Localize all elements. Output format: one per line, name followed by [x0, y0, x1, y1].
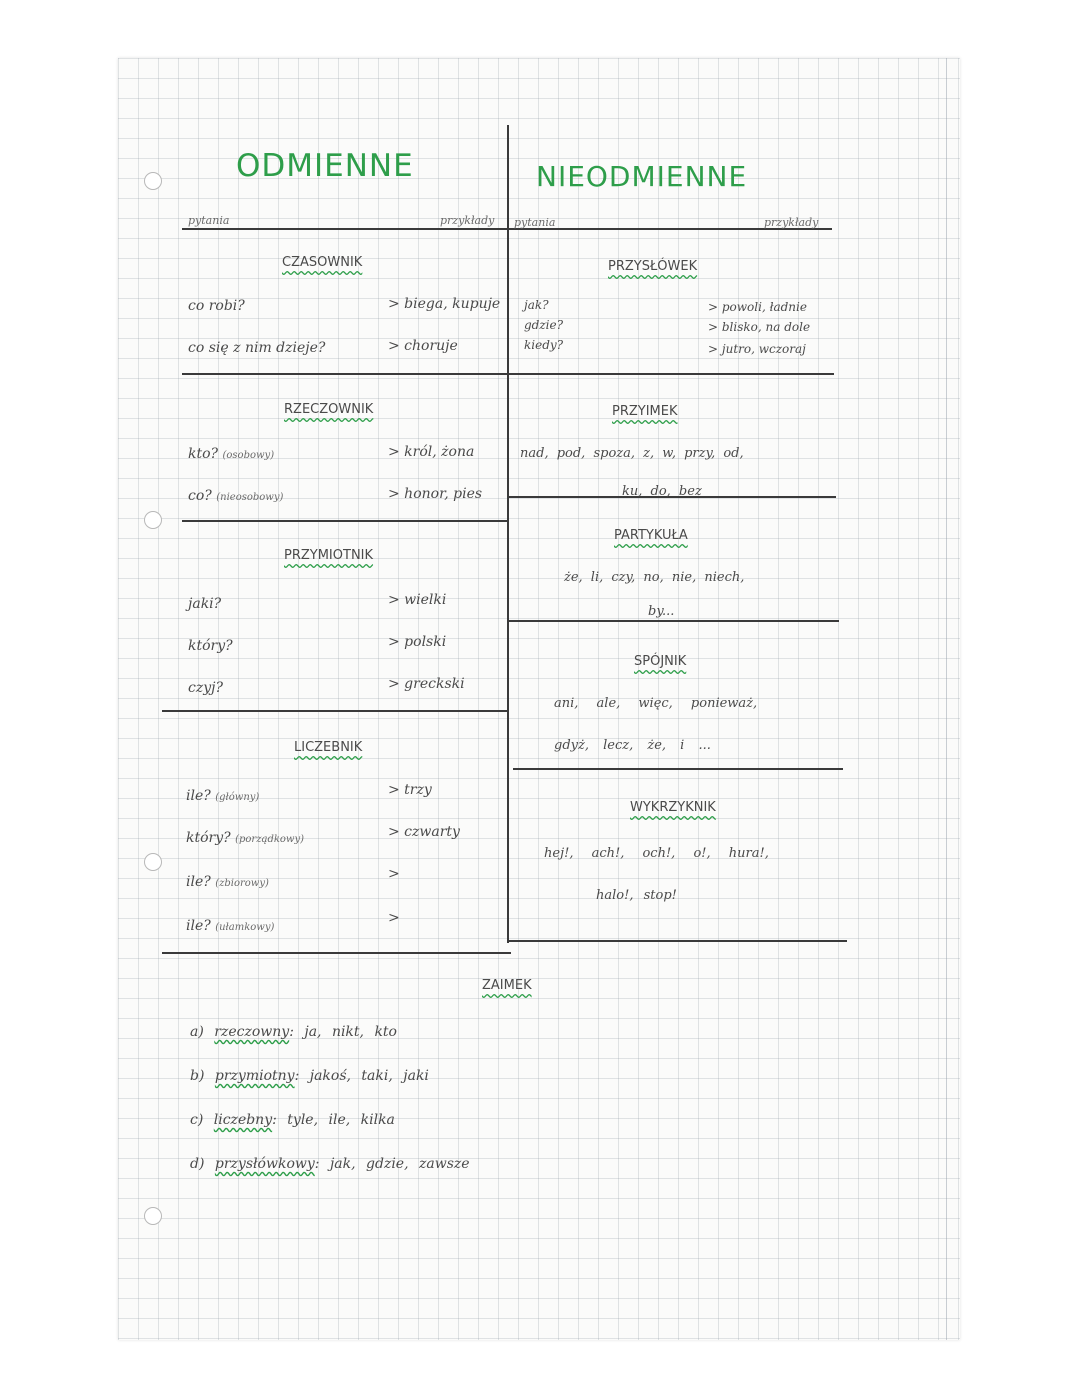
section-przymiotnik-title: PRZYMIOTNIK	[284, 548, 374, 563]
liczebnik-q4-note: (ułamkowy)	[215, 922, 275, 933]
bottom-line	[162, 952, 511, 954]
section-przyimek-title: PRZYIMEK	[612, 404, 678, 419]
left-row-line-2	[182, 520, 509, 522]
liczebnik-q3-text: ile?	[186, 874, 211, 890]
spojnik-line-2: gdyż, lecz, że, i ...	[554, 738, 711, 753]
zaimek-item-b	[190, 1068, 429, 1084]
przyslowek-example-3: > jutro, wczoraj	[708, 342, 806, 356]
punch-hole-2	[144, 511, 162, 529]
czasownik-example-1: > biega, kupuje	[388, 296, 501, 312]
przymiotnik-question-1: jaki?	[188, 596, 222, 612]
section-partykula-title: PARTYKUŁA	[614, 528, 688, 543]
section-spojnik-title: SPÓJNIK	[634, 654, 687, 669]
liczebnik-question-1	[186, 788, 259, 804]
rzeczownik-example-1: > król, żona	[388, 444, 475, 460]
liczebnik-example-1: > trzy	[388, 782, 432, 798]
header-pytania-left: pytania	[188, 214, 230, 227]
zaimek-a-items: : ja, nikt, kto	[289, 1024, 397, 1040]
left-row-line-3	[162, 710, 509, 712]
punch-hole-1	[144, 172, 162, 190]
rzeczownik-q2-text: co?	[188, 488, 212, 504]
zaimek-d-type: przysłówkowy	[214, 1156, 315, 1172]
right-bottom-line	[509, 940, 847, 942]
center-divider	[507, 125, 509, 943]
header-przyklady-left: przykłady	[440, 214, 495, 227]
zaimek-c-label: c)	[190, 1112, 204, 1128]
section-wykrzyknik-title: WYKRZYKNIK	[630, 800, 716, 815]
zaimek-a-type: rzeczowny	[214, 1024, 290, 1040]
przyslowek-question-2: gdzie?	[524, 318, 564, 332]
liczebnik-example-2: > czwarty	[388, 824, 460, 840]
liczebnik-q1-text: ile?	[186, 788, 211, 804]
zaimek-a-label: a)	[190, 1024, 204, 1040]
liczebnik-question-4	[186, 918, 274, 934]
liczebnik-q2-note: (porządkowy)	[235, 834, 305, 845]
zaimek-c-items: : tyle, ile, kilka	[272, 1112, 395, 1128]
header-pytania-right: pytania	[514, 216, 556, 229]
rzeczownik-example-2: > honor, pies	[388, 486, 483, 502]
zaimek-item-c	[190, 1112, 395, 1128]
zaimek-c-type: liczebny	[213, 1112, 273, 1128]
section-zaimek-title: ZAIMEK	[482, 978, 532, 993]
notebook-page	[118, 58, 960, 1340]
punch-hole-3	[144, 853, 162, 871]
czasownik-question-1: co robi?	[188, 298, 245, 314]
liczebnik-question-2	[186, 830, 304, 846]
zaimek-item-d	[190, 1156, 470, 1172]
przyslowek-question-3: kiedy?	[524, 338, 564, 352]
zaimek-b-items: : jakoś, taki, jaki	[294, 1068, 429, 1084]
right-row-line-1	[509, 373, 834, 375]
right-row-line-3	[509, 620, 839, 622]
przyimek-line-1: nad, pod, spoza, z, w, przy, od,	[520, 446, 744, 461]
rzeczownik-question-1	[188, 446, 274, 462]
zaimek-b-type: przymiotny	[214, 1068, 295, 1084]
liczebnik-question-3	[186, 874, 269, 890]
section-przyslowek-title: PRZYSŁÓWEK	[608, 259, 698, 274]
czasownik-example-2: > choruje	[388, 338, 458, 354]
partykula-line-2: by...	[648, 604, 675, 619]
section-czasownik-title: CZASOWNIK	[282, 255, 363, 270]
header-przyklady-right: przykłady	[764, 216, 819, 229]
zaimek-d-label: d)	[190, 1156, 205, 1172]
czasownik-question-2: co się z nim dzieje?	[188, 340, 326, 356]
rzeczownik-q1-note: (osobowy)	[222, 450, 275, 461]
right-row-line-4	[513, 768, 843, 770]
przymiotnik-example-1: > wielki	[388, 592, 447, 608]
header-line	[182, 228, 832, 230]
spojnik-line-1: ani, ale, więc, ponieważ,	[554, 696, 758, 711]
partykula-line-1: że, li, czy, no, nie, niech,	[564, 570, 745, 585]
przyslowek-example-1: > powoli, ładnie	[708, 300, 807, 314]
liczebnik-q4-text: ile?	[186, 918, 211, 934]
przyimek-line-2: ku, do, bez	[622, 484, 702, 499]
page-edge-line	[946, 58, 947, 1340]
liczebnik-q3-note: (zbiorowy)	[215, 878, 269, 889]
left-row-line-1	[182, 373, 509, 375]
zaimek-b-label: b)	[190, 1068, 205, 1084]
rzeczownik-question-2	[188, 488, 283, 504]
wykrzyknik-line-1: hej!, ach!, och!, o!, hura!,	[544, 846, 769, 861]
liczebnik-q2-text: który?	[186, 830, 231, 846]
przyslowek-example-2: > blisko, na dole	[708, 320, 811, 334]
rzeczownik-q1-text: kto?	[188, 446, 219, 462]
wykrzyknik-line-2: halo!, stop!	[596, 888, 677, 903]
przyslowek-question-1: jak?	[524, 298, 549, 312]
przymiotnik-example-3: > greckski	[388, 676, 465, 692]
rzeczownik-q2-note: (nieosobowy)	[216, 492, 284, 503]
title-nieodmienne: NIEODMIENNE	[536, 160, 748, 193]
zaimek-item-a	[190, 1024, 397, 1040]
section-rzeczownik-title: RZECZOWNIK	[284, 402, 374, 417]
punch-hole-4	[144, 1207, 162, 1225]
przymiotnik-question-3: czyj?	[188, 680, 223, 696]
liczebnik-example-4: >	[388, 910, 400, 926]
przymiotnik-example-2: > polski	[388, 634, 447, 650]
section-liczebnik-title: LICZEBNIK	[294, 740, 363, 755]
liczebnik-q1-note: (główny)	[215, 792, 260, 803]
title-odmienne: ODMIENNE	[236, 148, 414, 184]
przymiotnik-question-2: który?	[188, 638, 233, 654]
zaimek-d-items: : jak, gdzie, zawsze	[314, 1156, 470, 1172]
liczebnik-example-3: >	[388, 866, 400, 882]
